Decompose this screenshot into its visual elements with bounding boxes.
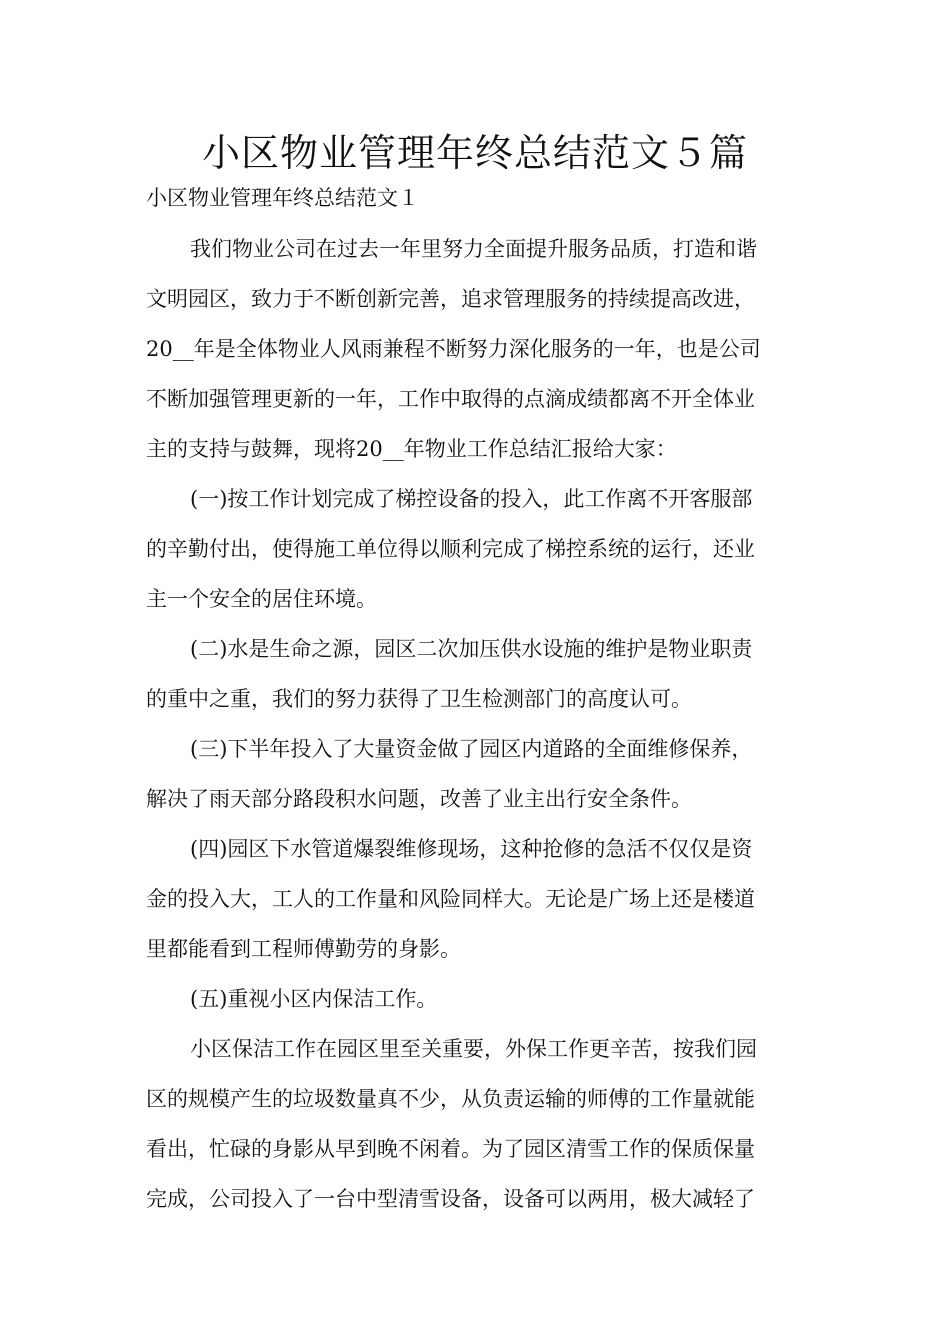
paragraph-line: (一)按工作计划完成了梯控设备的投入，此工作离不开客服部 — [190, 487, 753, 511]
paragraph-line: (二)水是生命之源，园区二次加压供水设施的维护是物业职责 — [190, 637, 753, 661]
paragraph-line: 区的规模产生的垃圾数量真不少，从负责运输的师傅的工作量就能 — [146, 1087, 755, 1111]
paragraph-line: 主一个安全的居住环境。 — [146, 587, 377, 611]
paragraph-line: 里都能看到工程师傅勤劳的身影。 — [146, 937, 461, 961]
paragraph-line: 20__年是全体物业人风雨兼程不断努力深化服务的一年，也是公司 — [146, 337, 761, 361]
paragraph-line: 的辛勤付出，使得施工单位得以顺利完成了梯控系统的运行，还业 — [146, 537, 755, 561]
paragraph-line: 金的投入大，工人的工作量和风险同样大。无论是广场上还是楼道 — [146, 887, 755, 911]
paragraph-line: 看出，忙碌的身影从早到晚不闲着。为了园区清雪工作的保质保量 — [146, 1137, 755, 1161]
paragraph-line: 完成，公司投入了一台中型清雪设备，设备可以两用，极大减轻了 — [146, 1187, 755, 1211]
paragraph-line: 不断加强管理更新的一年，工作中取得的点滴成绩都离不开全体业 — [146, 387, 755, 411]
paragraph-line: (四)园区下水管道爆裂维修现场，这种抢修的急活不仅仅是资 — [190, 837, 753, 861]
section-heading: 小区物业管理年终总结范文１ — [146, 186, 419, 210]
paragraph-line: 的重中之重，我们的努力获得了卫生检测部门的高度认可。 — [146, 687, 692, 711]
paragraph-line: 小区保洁工作在园区里至关重要，外保工作更辛苦，按我们园 — [190, 1037, 757, 1061]
paragraph-line: (五)重视小区内保洁工作。 — [190, 987, 438, 1011]
paragraph-line: 文明园区，致力于不断创新完善，追求管理服务的持续提高改进， — [146, 287, 755, 311]
paragraph-line: 主的支持与鼓舞，现将20__年物业工作总结汇报给大家： — [146, 437, 677, 461]
paragraph-line: (三)下半年投入了大量资金做了园区内道路的全面维修保养， — [190, 737, 753, 761]
paragraph-line: 解决了雨天部分路段积水问题，改善了业主出行安全条件。 — [146, 787, 692, 811]
paragraph-line: 我们物业公司在过去一年里努力全面提升服务品质，打造和谐 — [190, 237, 757, 261]
document-title: 小区物业管理年终总结范文５篇 — [201, 131, 748, 175]
